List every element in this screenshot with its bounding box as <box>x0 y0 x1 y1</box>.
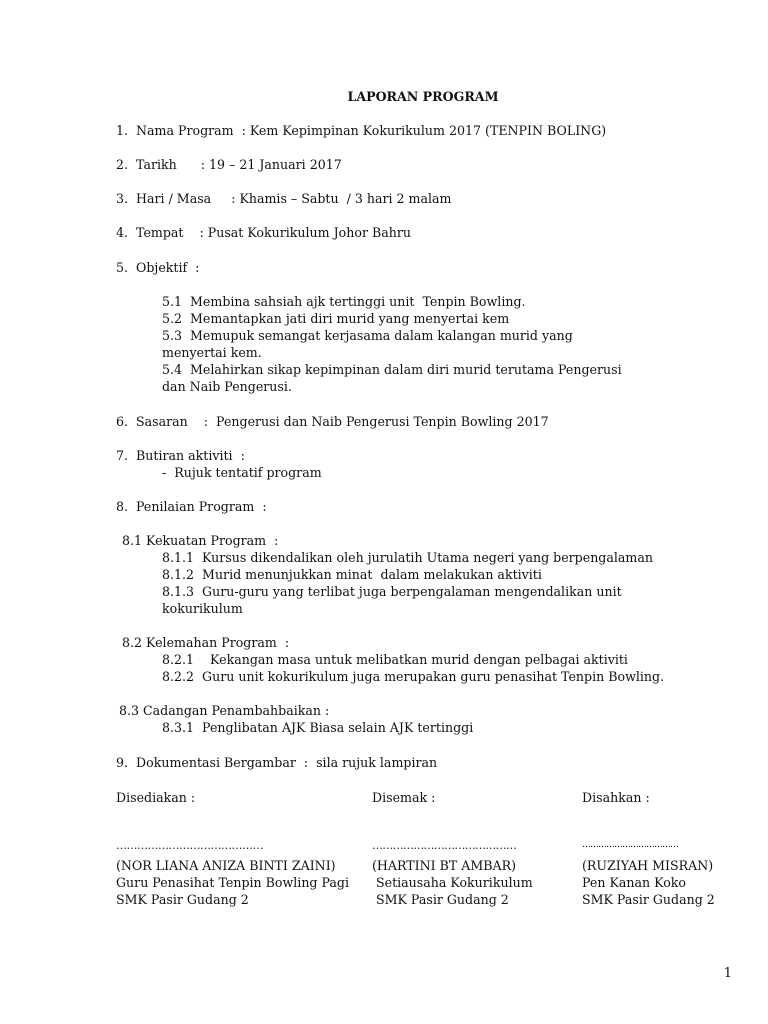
objektif-5-4: 5.4 Melahirkan sikap kepimpinan dalam diri murid terutama Pengerusi <box>162 362 622 377</box>
kekuatan-8-1-1: 8.1.1 Kursus dikendalikan oleh jurulatih Utama negeri yang berpengalaman <box>162 550 653 565</box>
objektif-5-3-cont: menyertai kem. <box>162 345 262 360</box>
disahkan-role: Pen Kanan Koko <box>582 875 686 890</box>
disediakan-heading: Disediakan : <box>116 790 196 805</box>
disediakan-role: Guru Penasihat Tenpin Bowling Pagi <box>116 875 350 890</box>
item-sasaran: 6. Sasaran : Pengerusi dan Naib Pengerusi Tenpin Bowling 2017 <box>116 414 549 429</box>
item-hari-masa: 3. Hari / Masa : Khamis – Sabtu / 3 hari 2 malam <box>116 191 452 206</box>
page-title: LAPORAN PROGRAM <box>347 89 499 104</box>
disahkan-heading: Disahkan : <box>582 790 650 805</box>
kekuatan-heading: 8.1 Kekuatan Program : <box>122 533 279 548</box>
objektif-5-3: 5.3 Memupuk semangat kerjasama dalam kalangan murid yang <box>162 328 573 343</box>
kelemahan-8-2-1: 8.2.1 Kekangan masa untuk melibatkan murid dengan pelbagai aktiviti <box>162 652 628 667</box>
item-nama-program: 1. Nama Program : Kem Kepimpinan Kokurikulum 2017 (TENPIN BOLING) <box>116 123 607 138</box>
disemak-school: SMK Pasir Gudang 2 <box>376 892 509 907</box>
item-tempat: 4. Tempat : Pusat Kokurikulum Johor Bahru <box>116 225 411 240</box>
kekuatan-8-1-3: 8.1.3 Guru-guru yang terlibat juga berpengalaman mengendalikan unit <box>162 584 622 599</box>
item-tarikh: 2. Tarikh : 19 – 21 Januari 2017 <box>116 157 342 172</box>
item-butiran-aktiviti: 7. Butiran aktiviti : <box>116 448 245 463</box>
cadangan-heading: 8.3 Cadangan Penambahbaikan : <box>119 703 330 718</box>
disediakan-signature-line: …………………………………… <box>116 839 263 852</box>
disahkan-signature-line: ……………………………… <box>582 840 678 850</box>
objektif-5-1: 5.1 Membina sahsiah ajk tertinggi unit Tenpin Bowling. <box>162 294 526 309</box>
page-number: 1 <box>723 966 732 981</box>
cadangan-8-3-1: 8.3.1 Penglibatan AJK Biasa selain AJK tertinggi <box>162 720 474 735</box>
objektif-5-2: 5.2 Memantapkan jati diri murid yang menyertai kem <box>162 311 510 326</box>
item-dokumentasi: 9. Dokumentasi Bergambar : sila rujuk lampiran <box>116 755 438 770</box>
disemak-role: Setiausaha Kokurikulum <box>372 875 533 890</box>
kekuatan-8-1-2: 8.1.2 Murid menunjukkan minat dalam melakukan aktiviti <box>162 567 542 582</box>
kekuatan-8-1-3-cont: kokurikulum <box>162 601 243 616</box>
butiran-rujuk: - Rujuk tentatif program <box>162 465 322 480</box>
item-penilaian-program: 8. Penilaian Program : <box>116 499 267 514</box>
disemak-heading: Disemak : <box>372 790 436 805</box>
disemak-signature-line: …………………………………… <box>372 839 517 852</box>
kelemahan-heading: 8.2 Kelemahan Program : <box>122 635 290 650</box>
item-objektif: 5. Objektif : <box>116 260 200 275</box>
disahkan-school: SMK Pasir Gudang 2 <box>582 892 715 907</box>
disediakan-school: SMK Pasir Gudang 2 <box>116 892 249 907</box>
objektif-5-4-cont: dan Naib Pengerusi. <box>162 379 292 394</box>
kelemahan-8-2-2: 8.2.2 Guru unit kokurikulum juga merupakan guru penasihat Tenpin Bowling. <box>162 669 665 684</box>
disahkan-name: (RUZIYAH MISRAN) <box>582 858 714 873</box>
disemak-name: (HARTINI BT AMBAR) <box>372 858 517 873</box>
disediakan-name: (NOR LIANA ANIZA BINTI ZAINI) <box>116 858 336 873</box>
